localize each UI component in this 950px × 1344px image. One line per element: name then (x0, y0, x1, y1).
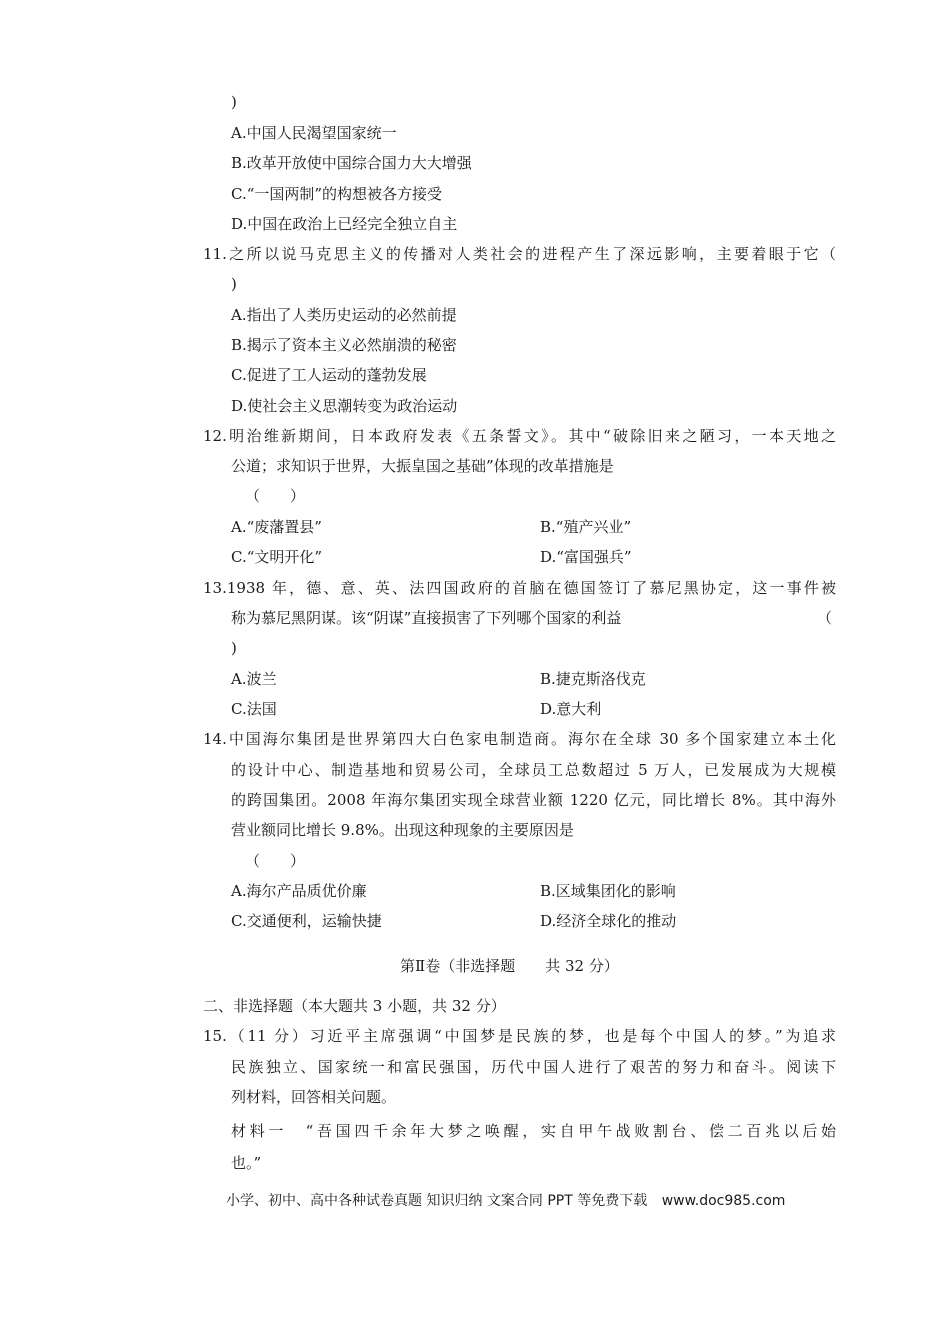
q13-option-b: B.捷克斯洛伐克 (540, 670, 646, 688)
q11-option-c: C.促进了工人运动的蓬勃发展 (231, 366, 427, 384)
q12-stem-line1: 12.明治维新期间，日本政府发表《五条誓文》。其中“破除旧来之陋习，一本天地之 (203, 427, 836, 445)
q11-option-a: A.指出了人类历史运动的必然前提 (231, 306, 457, 324)
footer-text: 小学、初中、高中各种试卷真题 知识归纳 文案合同 PPT 等免费下载 (226, 1193, 648, 1209)
q12-stem-line2: 公道；求知识于世界，大振皇国之基础”体现的改革措施是 (231, 457, 614, 475)
q14-option-b: B.区域集团化的影响 (540, 882, 676, 900)
q13-answer-paren: ) (231, 639, 237, 657)
q13-option-a: A.波兰 (231, 670, 277, 688)
q11-option-d: D.使社会主义思潮转变为政治运动 (231, 397, 458, 415)
q12-option-d: D.“富国强兵” (540, 548, 632, 566)
q13-stem-line1: 13.1938 年，德、意、英、法四国政府的首脑在德国签订了慕尼黑协定，这一事件被 (203, 579, 836, 597)
q14-option-d: D.经济全球化的推动 (540, 912, 677, 930)
part2-title: 第Ⅱ卷（非选择题 共 32 分） (400, 957, 619, 975)
q13-paren-open: （ (817, 609, 833, 627)
q10-option-b: B.改革开放使中国综合国力大大增强 (231, 154, 472, 172)
q11-stem: 11.之所以说马克思主义的传播对人类社会的进程产生了深远影响，主要着眼于它（ (203, 245, 836, 263)
q14-option-c: C.交通便利，运输快捷 (231, 912, 382, 930)
q12-option-b: B.“殖产兴业” (540, 518, 632, 536)
q10-option-d: D.中国在政治上已经完全独立自主 (231, 215, 458, 233)
q14-stem-line3: 的跨国集团。2008 年海尔集团实现全球营业额 1220 亿元，同比增长 8%。其中海外 (231, 791, 836, 809)
q13-option-d: D.意大利 (540, 700, 602, 718)
q12-option-a: A.“废藩置县” (231, 518, 322, 536)
q14-answer-paren: （ ） (245, 852, 306, 870)
q14-stem-line1: 14.中国海尔集团是世界第四大白色家电制造商。海尔在全球 30 多个国家建立本土化 (203, 730, 836, 748)
q15-material1-line2: 也。” (231, 1154, 262, 1172)
q12-option-c: C.“文明开化” (231, 548, 323, 566)
q14-option-a: A.海尔产品质优价廉 (231, 882, 367, 900)
q15-material1-line1: 材料一 “吾国四千余年大梦之唤醒，实自甲午战败割台、偿二百兆以后始 (231, 1122, 836, 1140)
section2-heading: 二、非选择题（本大题共 3 小题，共 32 分） (203, 997, 506, 1015)
q10-answer-paren: ) (231, 93, 237, 111)
q15-stem-line1: 15.（11 分）习近平主席强调“中国梦是民族的梦，也是每个中国人的梦。”为追求 (203, 1027, 836, 1045)
q15-stem-line2: 民族独立、国家统一和富民强国，历代中国人进行了艰苦的努力和奋斗。阅读下 (231, 1058, 836, 1076)
q10-option-a: A.中国人民渴望国家统一 (231, 124, 397, 142)
footer-url[interactable]: www.doc985.com (661, 1193, 786, 1209)
q11-option-b: B.揭示了资本主义必然崩溃的秘密 (231, 336, 457, 354)
page-footer (226, 1190, 785, 1210)
q13-option-c: C.法国 (231, 700, 277, 718)
q10-option-c: C.“一国两制”的构想被各方接受 (231, 185, 443, 203)
q14-stem-line4: 营业额同比增长 9.8%。出现这种现象的主要原因是 (231, 821, 574, 839)
q14-stem-line2: 的设计中心、制造基地和贸易公司，全球员工总数超过 5 万人，已发展成为大规模 (231, 761, 836, 779)
q11-answer-paren: ) (231, 275, 237, 293)
q13-stem-line2: 称为慕尼黑阴谋。该“阴谋”直接损害了下列哪个国家的利益 (231, 609, 622, 627)
q15-stem-line3: 列材料，回答相关问题。 (231, 1088, 397, 1106)
q12-answer-paren: （ ） (245, 487, 306, 505)
